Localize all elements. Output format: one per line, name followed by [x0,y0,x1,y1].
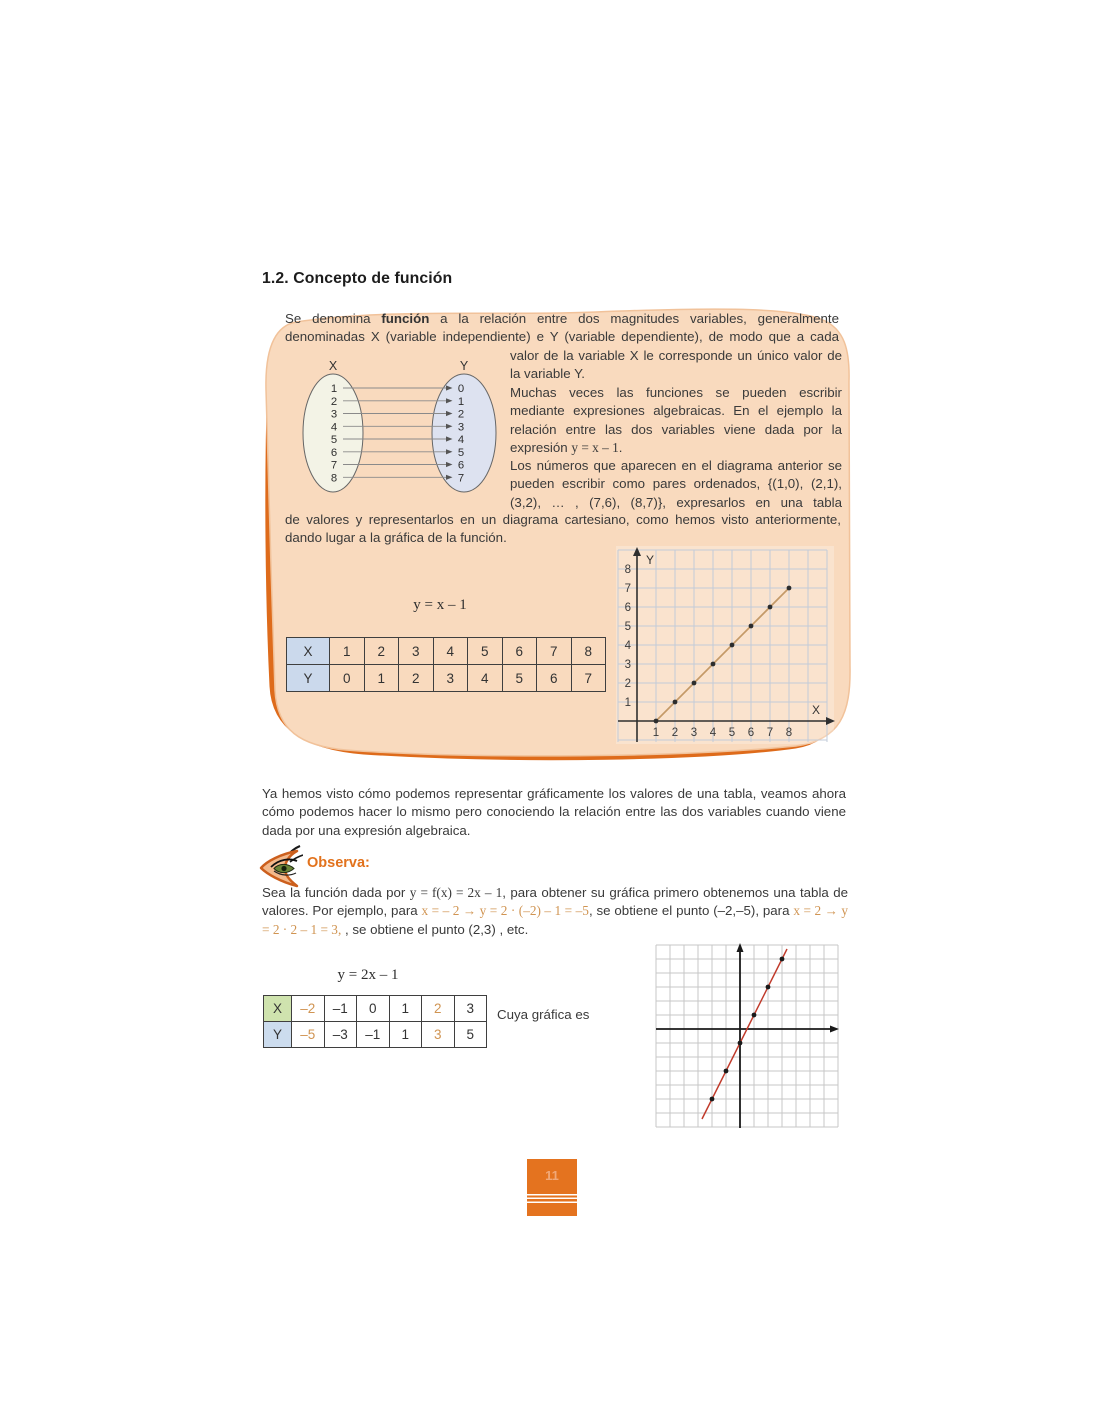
table2-x-cell: 2 [422,996,455,1022]
p3-after: . [618,440,623,456]
table2-x-cell: –1 [324,996,357,1022]
svg-text:3: 3 [457,421,465,434]
svg-text:5: 5 [457,446,465,459]
badge-bottom [527,1203,577,1216]
observa-paragraph [262,884,848,939]
svg-text:2: 2 [624,678,631,690]
p1-before: Se denomina [285,311,382,326]
svg-text:1: 1 [624,697,631,709]
table1-y-header: Y [287,665,330,692]
table1-x-cell: 8 [571,638,606,665]
observa-orange-math-2: x = 2 → y = 2 · 2 – 1 = 3, [262,903,848,937]
table2-y-cell: 5 [454,1022,487,1048]
table1-x-row [287,638,606,665]
svg-text:4: 4 [624,640,631,652]
graph-y-equals-2x-minus-1 [654,942,840,1130]
table1-y-row [287,665,606,692]
svg-text:8: 8 [785,727,793,739]
table1-y-cell: 1 [364,665,399,692]
svg-text:1: 1 [457,395,465,408]
table1-x-cell: 5 [468,638,503,665]
intro-paragraph-3 [510,384,842,458]
p1-keyword: función [381,311,430,326]
diagram-left-set-label: X [328,359,338,373]
values-table-1 [286,637,606,692]
svg-text:4: 4 [709,727,717,739]
table2-y-cell: –5 [292,1022,325,1048]
svg-text:7: 7 [457,472,465,485]
graph1-y-axis-label: Y [646,553,655,567]
table1-x-cell: 1 [330,638,365,665]
intro-paragraph-2: valor de la variable X le corresponde un único valor de la variable Y. [510,348,842,382]
svg-text:3: 3 [330,408,338,421]
svg-text:0: 0 [457,383,465,395]
svg-text:6: 6 [330,446,338,459]
table1-y-cell: 3 [433,665,468,692]
table2-y-cell: –1 [357,1022,390,1048]
table2-y-cell: 1 [389,1022,422,1048]
table2-y-row [264,1022,487,1048]
table2-x-cell: 1 [389,996,422,1022]
mapping-diagram [288,356,504,498]
svg-text:7: 7 [624,583,631,595]
intro-paragraph-4: Los números que aparecen en el diagrama anterior se pueden escribir como pares ordenados, {(1,0), (2,1), (3,2), … , (7,6), (8,7)}, expresarlos en una tabla [510,458,842,510]
table1-y-cell: 0 [330,665,365,692]
table1-y-cell: 7 [571,665,606,692]
svg-text:4: 4 [457,434,465,446]
table1-x-header: X [287,638,330,665]
table2-y-header: Y [264,1022,292,1048]
values-table-2 [263,995,487,1048]
svg-text:1: 1 [330,383,338,395]
observa-after: , se obtiene el punto (2,3) , etc. [341,921,529,937]
table2-x-cell: 3 [454,996,487,1022]
observa-mid1: , para obtener su gráfica primero obtenemos una tabla de valores. Por ejemplo, para [262,885,848,919]
svg-text:8: 8 [624,564,631,576]
graph2-background [656,945,838,1127]
page-number: 11 [545,1168,559,1183]
svg-text:2: 2 [330,395,338,408]
svg-text:2: 2 [457,408,465,421]
p3-math-expression: y = x – 1 [571,440,619,456]
svg-text:5: 5 [624,621,631,633]
equation-2: y = 2x – 1 [337,967,399,983]
table2-x-cell: –2 [292,996,325,1022]
table1-y-cell: 2 [399,665,434,692]
table1-x-cell: 2 [364,638,399,665]
table1-y-cell: 4 [468,665,503,692]
observa-orange-math-1: x = – 2 → y = 2 · (–2) – 1 = –5 [421,903,589,919]
page-number-badge [527,1159,577,1216]
graph1-x-axis-label: X [812,703,821,717]
diagram-right-values [458,383,464,484]
table1-x-cell: 6 [502,638,537,665]
intro-paragraph-1 [285,310,839,347]
intro-paragraph-5: de valores y representarlos en un diagrama cartesiano, como hemos visto anteriormente, dando lugar a la gráfica de la función. [285,512,841,546]
table2-y-cell: 3 [422,1022,455,1048]
observa-before: Sea la función dada por [262,885,410,900]
table2-x-cell: 0 [357,996,390,1022]
svg-text:3: 3 [690,727,698,739]
diagram-right-set-label: Y [459,359,469,373]
svg-text:8: 8 [330,472,338,485]
observa-heading: Observa: [307,855,370,871]
table1-x-cell: 4 [433,638,468,665]
table1-y-cell: 6 [537,665,572,692]
svg-text:4: 4 [330,421,338,434]
middle-paragraph: Ya hemos visto cómo podemos representar gráficamente los valores de una tabla, veamos ahora cómo podemos hacer lo mismo pero conociendo la relación entre las dos variables cuando viene dada por una expresión algebraica. [262,786,846,838]
graph2-caption: Cuya gráfica es [497,1007,590,1022]
observa-mid2: , se obtiene el punto (–2,–5), para [588,903,794,919]
svg-text:6: 6 [624,602,631,614]
p3-before: Muchas veces las funciones se pueden escribir mediante expresiones algebraicas. En el ejemplo la relación entre las dos variables viene dada por la expresión [510,385,842,456]
table1-y-cell: 5 [502,665,537,692]
badge-stripes [527,1192,577,1203]
table1-x-cell: 3 [399,638,434,665]
diagram-left-values [331,383,337,484]
svg-text:1: 1 [652,727,660,739]
table1-x-cell: 7 [537,638,572,665]
svg-text:5: 5 [728,727,736,739]
p1-after: a la relación entre dos magnitudes variables, generalmente denominadas X (variable independiente) e Y (variable dependiente), de modo que a cada [285,311,839,345]
svg-text:7: 7 [330,459,338,472]
observa-math: y = f(x) = 2x – 1 [409,885,503,900]
svg-text:5: 5 [330,434,338,446]
section-title: 1.2. Concepto de función [262,270,453,287]
table2-y-cell: –3 [324,1022,357,1048]
svg-text:7: 7 [766,727,774,739]
graph-y-equals-x-minus-1 [616,546,838,744]
svg-text:2: 2 [671,727,679,739]
table2-x-row [264,996,487,1022]
svg-text:3: 3 [624,659,631,671]
equation-1: y = x – 1 [413,597,467,613]
table2-x-header: X [264,996,292,1022]
svg-text:6: 6 [747,727,755,739]
svg-text:6: 6 [457,459,465,472]
